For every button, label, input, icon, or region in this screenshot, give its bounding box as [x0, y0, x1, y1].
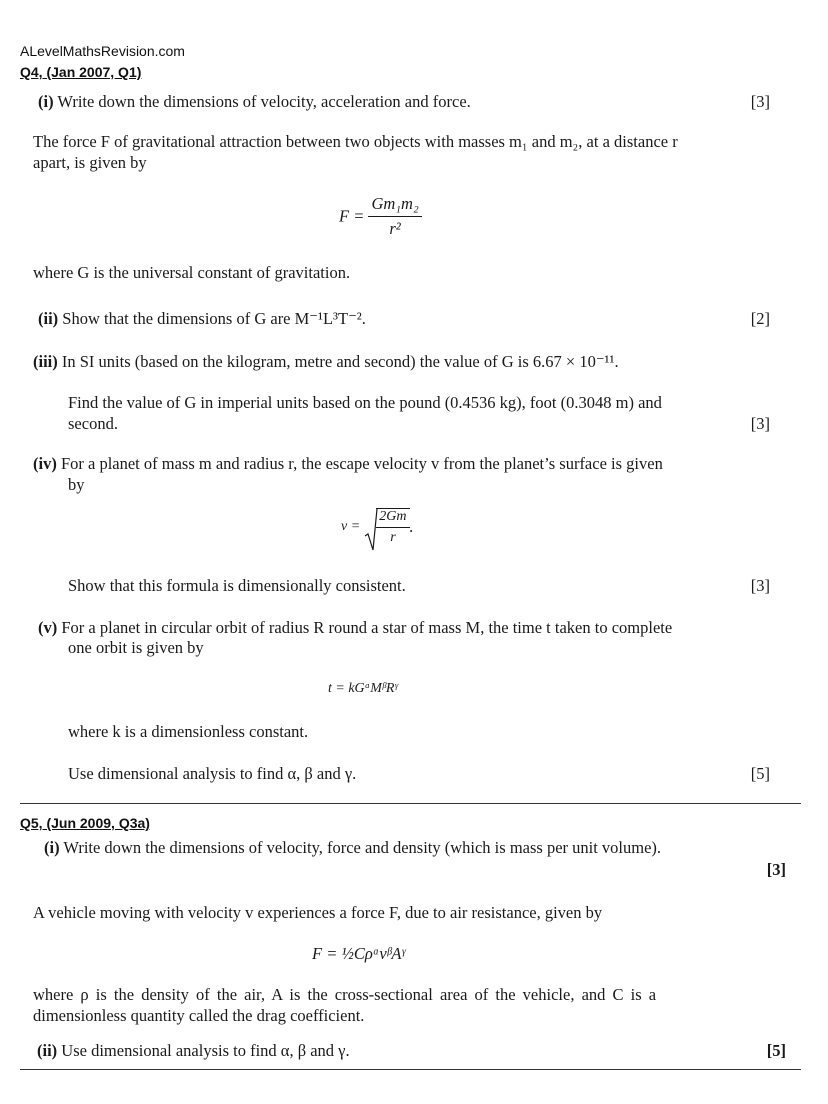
q4-iii-marks: [3] [750, 414, 770, 433]
q4-gravity-formula [339, 194, 422, 239]
sqrt-symbol-icon [364, 508, 378, 552]
q4-intro-line-1: The force F of gravitational attraction between two objects with masses m₁ and m₂, at a distance r [33, 132, 678, 151]
q4-iv-text-2: by [68, 475, 85, 494]
formula-denominator: r² [389, 219, 401, 238]
q5-i-marks: [3] [766, 860, 786, 879]
formula-denominator: r [390, 530, 396, 545]
q4-i-label: (i) [38, 92, 54, 111]
formula-lhs: v = [341, 519, 361, 534]
q4-part-ii [38, 309, 366, 329]
q4-ii-text: Show that the dimensions of G are M⁻¹L³T⁻². [62, 309, 366, 328]
q4-v-text-2: one orbit is given by [68, 638, 204, 657]
formula-lhs: F = [339, 206, 365, 226]
q5-heading: Q5, (Jun 2009, Q3a) [20, 815, 150, 831]
q4-iii-label: (iii) [33, 352, 58, 371]
q4-part-v [38, 618, 672, 638]
q4-iv-label: (iv) [33, 454, 57, 473]
sqrt-wrapper [364, 508, 409, 546]
q5-i-label: (i) [44, 838, 60, 857]
q4-part-iii [33, 352, 619, 372]
q4-heading: Q4, (Jan 2007, Q1) [20, 64, 142, 80]
q5-part-i [44, 838, 661, 858]
q5-where-line-1: where ρ is the density of the air, A is the cross-sectional area of the vehicle, and C is a [33, 985, 657, 1004]
q4-iv-show: Show that this formula is dimensionally consistent. [68, 576, 406, 595]
q5-drag-formula: F = ½CρᵅvᵝAᵞ [312, 944, 406, 963]
q4-iii-find-line-2: second. [68, 414, 118, 433]
q4-iii-text: In SI units (based on the kilogram, metre and second) the value of G is 6.67 × 10⁻¹¹. [61, 352, 619, 371]
q5-i-text: Write down the dimensions of velocity, force and density (which is mass per unit volume). [63, 838, 662, 857]
q5-ii-text: Use dimensional analysis to find α, β and γ. [61, 1041, 350, 1060]
q5-where-line-2: dimensionless quantity called the drag coefficient. [33, 1006, 365, 1025]
q4-iii-find-line-1: Find the value of G in imperial units based on the pound (0.4536 kg), foot (0.3048 m) and [68, 393, 662, 412]
q4-v-text-1: For a planet in circular orbit of radius R round a star of mass M, the time t taken to complete [61, 618, 673, 637]
q4-v-where: where k is a dimensionless constant. [68, 722, 309, 741]
q4-intro-line-2: apart, is given by [33, 153, 147, 172]
formula-numerator: 2Gm [376, 509, 409, 528]
q4-iv-text-1: For a planet of mass m and radius r, the escape velocity v from the planet’s surface is given [60, 454, 663, 473]
section-divider [20, 1069, 801, 1070]
formula-fraction [368, 194, 421, 239]
formula-numerator: Gm₁m₂ [368, 194, 421, 217]
q4-part-iv [33, 454, 663, 474]
q4-escape-velocity-formula: v = $\frac{2Gm}{r}$ . [341, 508, 414, 546]
q4-v-label: (v) [38, 618, 58, 637]
q5-part-ii [37, 1041, 350, 1061]
section-divider [20, 803, 801, 804]
q4-v-use: Use dimensional analysis to find α, β and γ. [68, 764, 357, 783]
q4-i-text: Write down the dimensions of velocity, acceleration and force. [57, 92, 471, 111]
q4-i-marks: [3] [750, 92, 770, 111]
q5-ii-marks: [5] [766, 1041, 786, 1060]
site-watermark: ALevelMathsRevision.com [20, 43, 185, 59]
q4-orbit-formula: t = kGᵅMᵝRᵞ [328, 681, 398, 696]
q4-v-marks: [5] [750, 764, 770, 783]
q4-iv-marks: [3] [750, 576, 770, 595]
q4-ii-label: (ii) [38, 309, 59, 328]
q4-where-g: where G is the universal constant of gravitation. [33, 263, 351, 282]
formula-fraction [376, 508, 409, 546]
q4-part-i [38, 92, 471, 112]
q4-ii-marks: [2] [750, 309, 770, 328]
q5-ii-label: (ii) [37, 1041, 58, 1060]
q5-vehicle-text: A vehicle moving with velocity v experiences a force F, due to air resistance, given by [33, 903, 603, 922]
